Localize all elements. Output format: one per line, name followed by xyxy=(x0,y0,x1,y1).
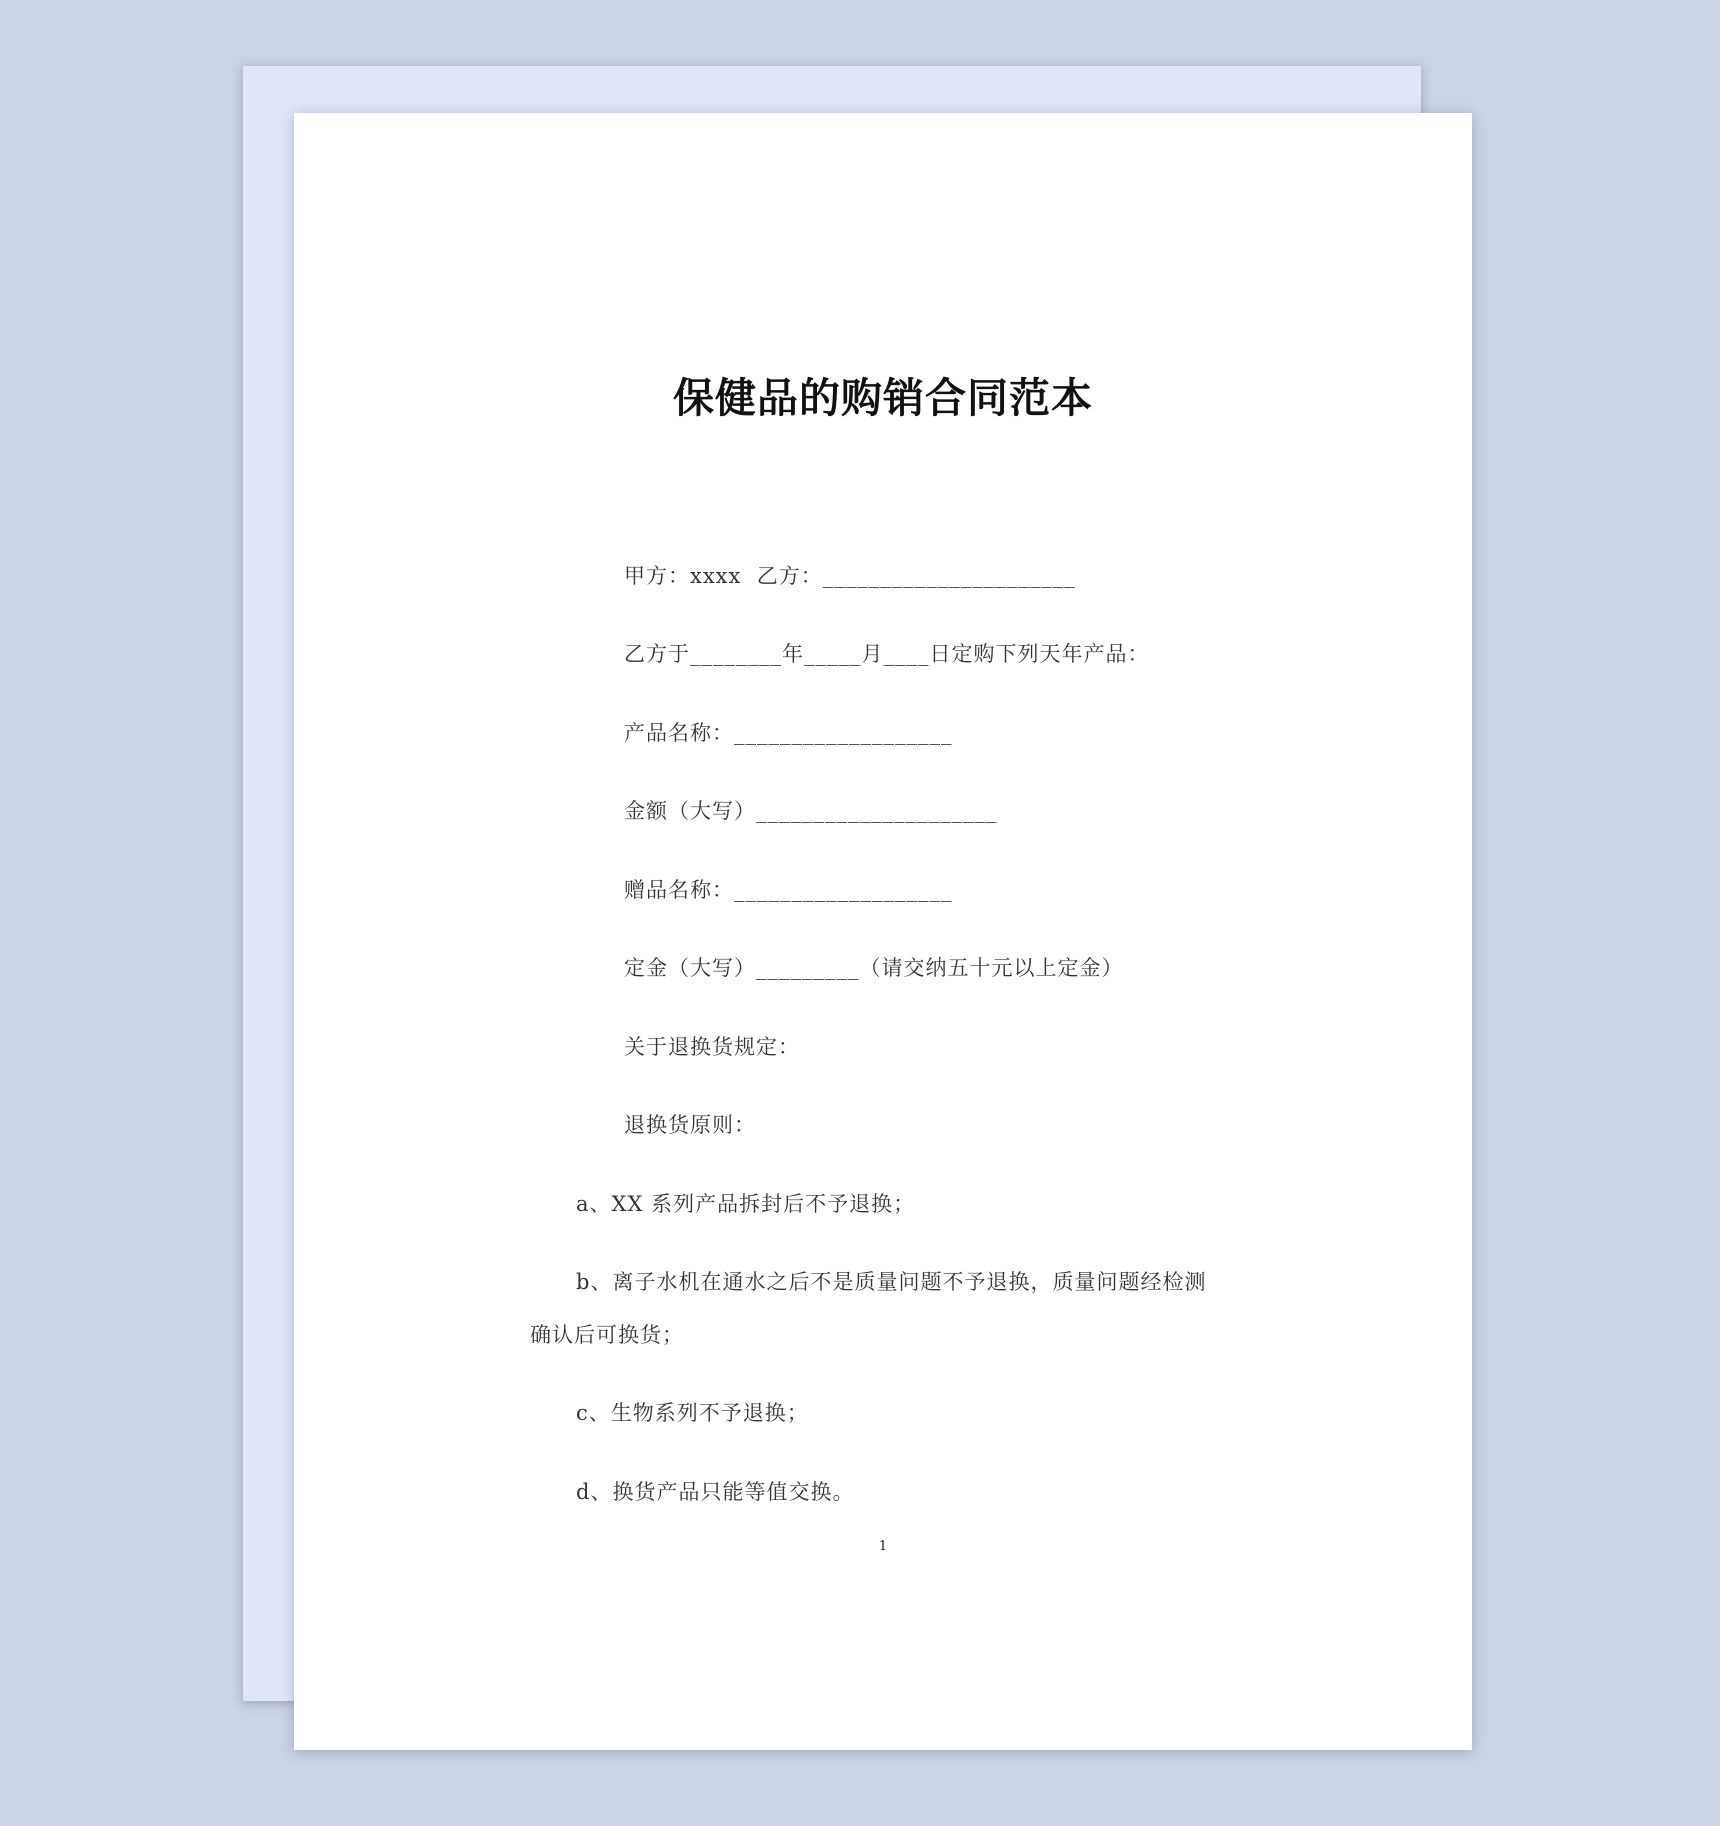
document-title: 保健品的购销合同范本 xyxy=(673,374,1093,422)
rule-c: c、生物系列不予退换； xyxy=(576,1401,809,1425)
rule-b: b、离子水机在通水之后不是质量问题不予退换，质量问题经检测 xyxy=(576,1270,1207,1294)
document-page xyxy=(294,113,1472,1750)
return-principles-heading: 退换货原则： xyxy=(624,1113,756,1137)
product-name-line: 产品名称：___________________ xyxy=(624,721,953,745)
return-rules-heading: 关于退换货规定： xyxy=(624,1035,800,1059)
page-number: 1 xyxy=(878,1539,888,1554)
rule-b-continued: 确认后可换货； xyxy=(530,1323,684,1347)
deposit-line: 定金（大写）_________（请交纳五十元以上定金） xyxy=(624,956,1124,980)
rule-a: a、XX 系列产品拆封后不予退换； xyxy=(576,1192,916,1216)
order-date-line: 乙方于________年_____月____日定购下列天年产品： xyxy=(624,642,1150,666)
gift-name-line: 赠品名称：___________________ xyxy=(624,878,953,902)
rule-d: d、换货产品只能等值交换。 xyxy=(576,1480,855,1504)
party-line: 甲方：xxxx 乙方：______________________ xyxy=(624,564,1076,588)
amount-line: 金额（大写）_____________________ xyxy=(624,799,998,823)
